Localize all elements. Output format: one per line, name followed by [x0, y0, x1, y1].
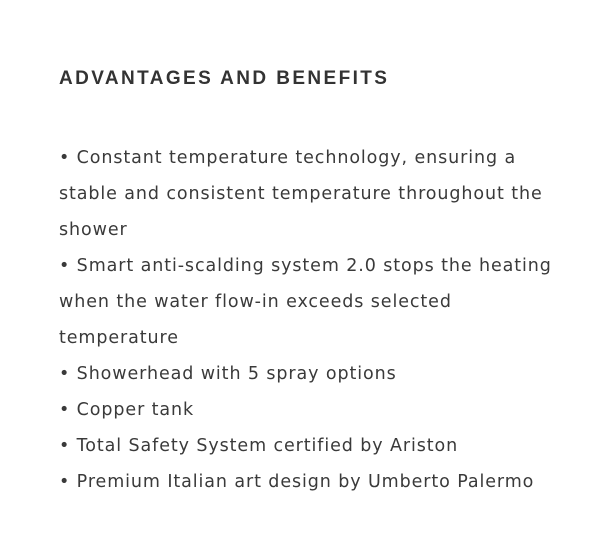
benefit-item-italian-design: • Premium Italian art design by Umberto Palermo	[59, 472, 535, 492]
benefit-item-anti-scalding: • Smart anti-scalding system 2.0 stops the heating when the water flow-in exceeds selected temperature	[59, 256, 552, 348]
section-heading: ADVANTAGES AND BENEFITS	[59, 68, 390, 89]
benefit-item-copper-tank: • Copper tank	[59, 400, 195, 420]
benefit-item-showerhead: • Showerhead with 5 spray options	[59, 364, 397, 384]
benefits-list	[59, 140, 559, 500]
benefit-item-safety-system: • Total Safety System certified by Ariston	[59, 436, 459, 456]
benefit-item-constant-temperature: • Constant temperature technology, ensuring a stable and consistent temperature throughout the shower	[59, 148, 543, 240]
